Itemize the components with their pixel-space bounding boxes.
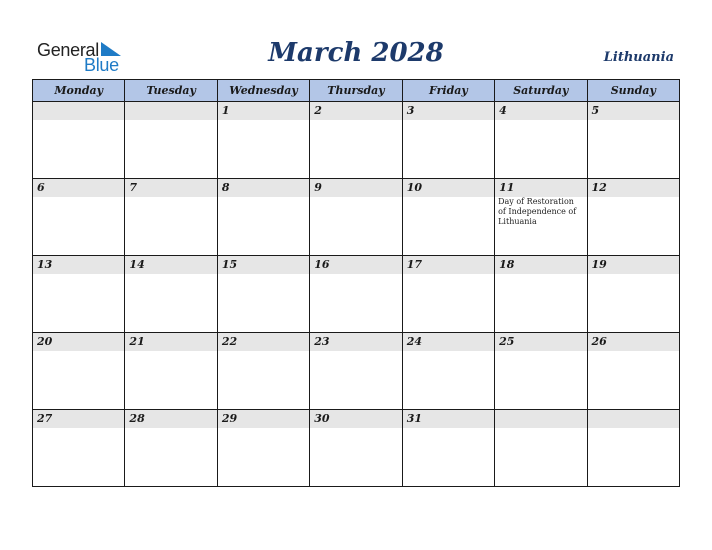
day-cell[interactable] [587,256,679,333]
day-cell[interactable] [310,102,402,179]
weekday-header: Sunday [587,80,679,102]
day-number: 26 [588,333,679,351]
weekday-header: Thursday [310,80,402,102]
day-number: 9 [310,179,401,197]
day-number: 25 [495,333,586,351]
day-cell[interactable] [310,410,402,487]
day-number [495,410,586,428]
day-number: 20 [33,333,124,351]
day-number: 18 [495,256,586,274]
day-cell[interactable] [495,256,587,333]
day-cell[interactable] [402,102,494,179]
day-cell[interactable] [125,410,217,487]
week-row [33,333,680,410]
day-number: 10 [403,179,494,197]
day-cell[interactable] [495,410,587,487]
day-number: 27 [33,410,124,428]
day-cell[interactable] [587,410,679,487]
day-number: 24 [403,333,494,351]
day-cell[interactable] [495,102,587,179]
weekday-header: Friday [402,80,494,102]
weekday-header: Wednesday [217,80,309,102]
weekday-header-row [33,80,680,102]
day-number: 12 [588,179,679,197]
day-cell[interactable] [402,410,494,487]
day-cell[interactable] [587,179,679,256]
holiday-label: Day of Restoration of Independence of Lithuania [498,197,577,226]
day-cell[interactable] [587,333,679,410]
day-number: 22 [218,333,309,351]
day-cell[interactable] [33,333,125,410]
day-cell[interactable] [125,102,217,179]
day-cell[interactable] [33,179,125,256]
day-cell[interactable] [33,102,125,179]
week-row [33,256,680,333]
day-number: 28 [125,410,216,428]
day-number [588,410,679,428]
day-number: 8 [218,179,309,197]
day-number [33,102,124,120]
day-number: 31 [403,410,494,428]
day-number: 16 [310,256,401,274]
day-cell[interactable] [217,410,309,487]
day-cell[interactable] [495,179,587,256]
day-cell[interactable] [125,256,217,333]
day-cell[interactable] [125,179,217,256]
day-cell[interactable] [402,333,494,410]
day-number: 19 [588,256,679,274]
weekday-header: Monday [33,80,125,102]
day-cell[interactable] [402,179,494,256]
weekday-header: Tuesday [125,80,217,102]
day-number: 15 [218,256,309,274]
day-cell[interactable] [33,256,125,333]
day-number: 3 [403,102,494,120]
week-row [33,179,680,256]
day-number: 4 [495,102,586,120]
day-number: 11 [495,179,586,197]
day-number: 30 [310,410,401,428]
day-cell[interactable] [217,256,309,333]
weekday-header: Saturday [495,80,587,102]
day-number: 17 [403,256,494,274]
day-number: 21 [125,333,216,351]
day-cell[interactable] [310,333,402,410]
day-cell[interactable] [217,179,309,256]
day-cell[interactable] [33,410,125,487]
day-cell[interactable] [125,333,217,410]
day-cell[interactable] [495,333,587,410]
day-cell[interactable] [217,333,309,410]
day-number [125,102,216,120]
day-cell[interactable] [310,256,402,333]
day-number: 5 [588,102,679,120]
country-name: Lithuania [603,50,674,65]
day-number: 14 [125,256,216,274]
calendar-grid [32,79,680,487]
day-number: 1 [218,102,309,120]
week-row [33,102,680,179]
week-row [33,410,680,487]
calendar-title: March 2028 [268,38,444,68]
day-number: 23 [310,333,401,351]
day-cell[interactable] [587,102,679,179]
day-number: 6 [33,179,124,197]
day-number: 13 [33,256,124,274]
logo-general-text: General [37,40,99,60]
day-number: 7 [125,179,216,197]
day-cell[interactable] [402,256,494,333]
logo-blue-text: Blue [84,55,119,75]
day-cell[interactable] [310,179,402,256]
day-cell[interactable] [217,102,309,179]
day-number: 29 [218,410,309,428]
day-number: 2 [310,102,401,120]
